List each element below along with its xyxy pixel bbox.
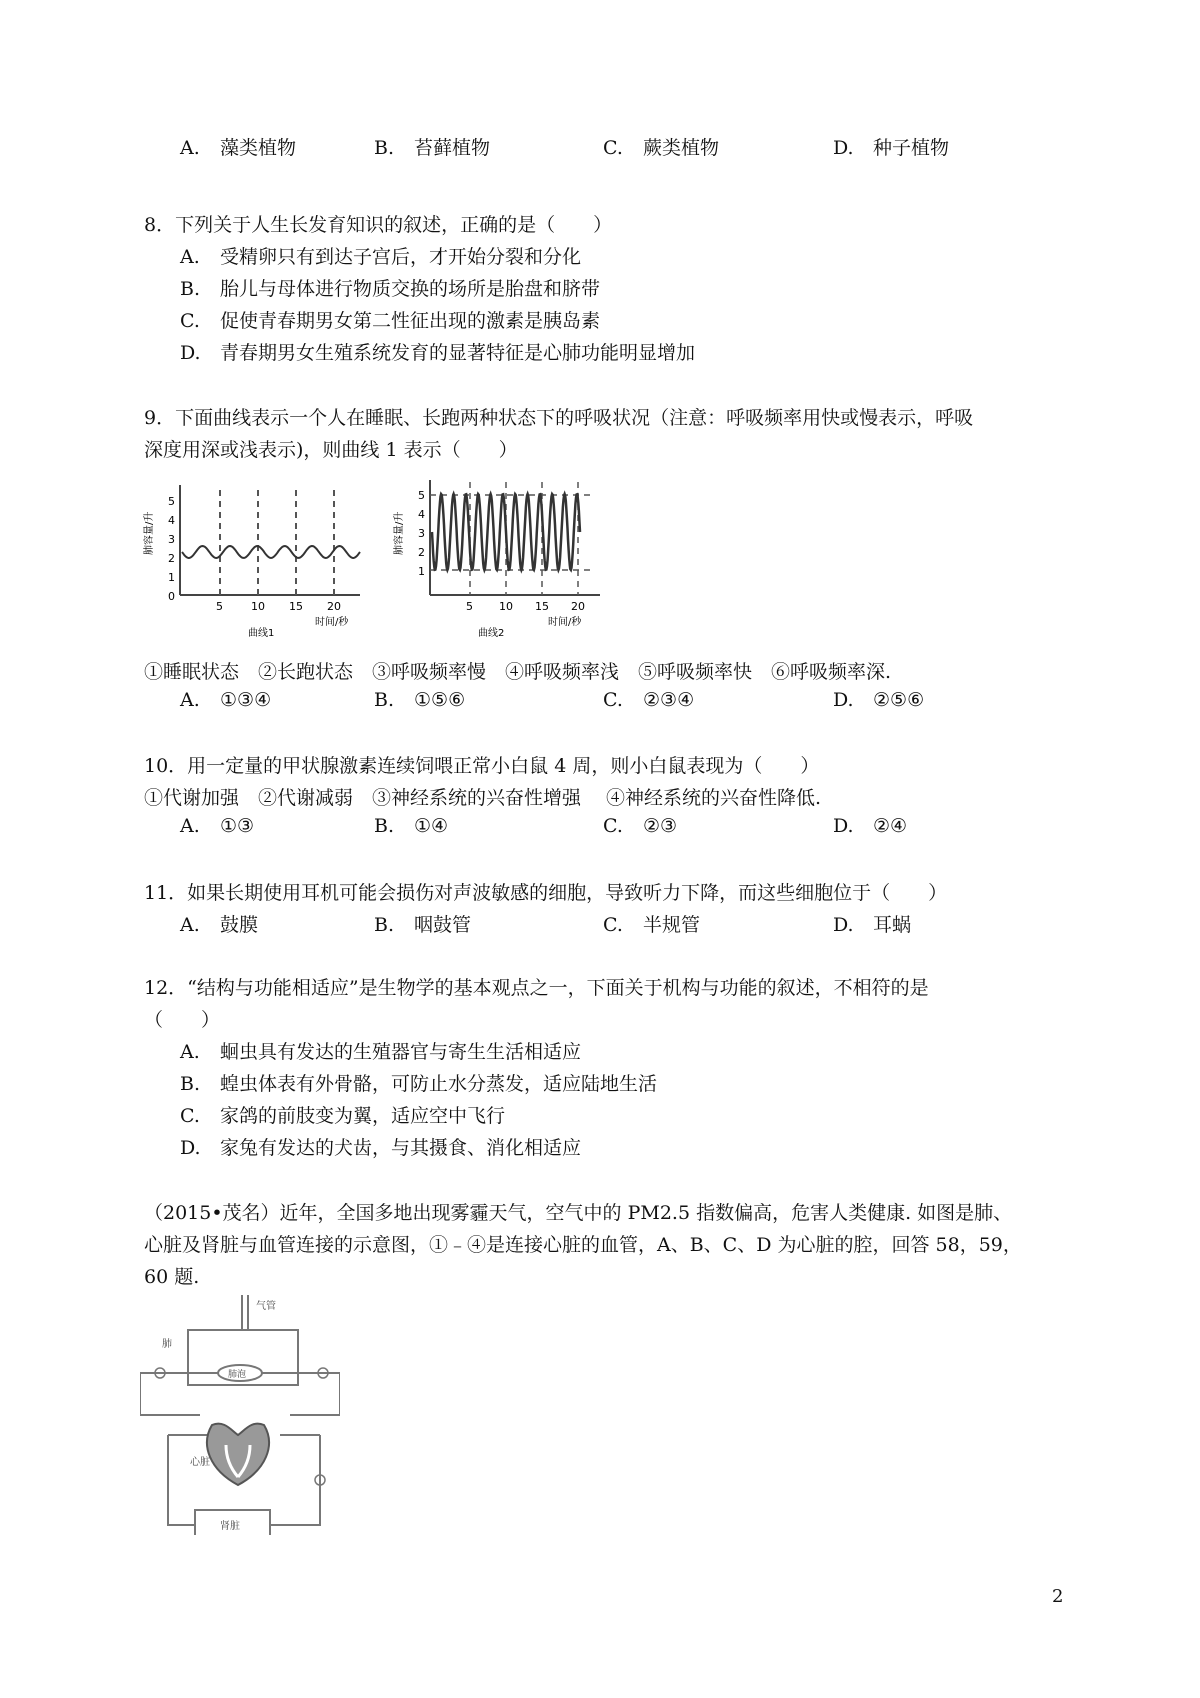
vessel-left-upper [140, 1373, 200, 1415]
chart1-xtick: 15 [289, 600, 303, 613]
q10-option-d: D. ②④ [833, 815, 908, 837]
q11-option-c: C. 半规管 [603, 914, 701, 936]
q11-stem: 11．如果长期使用耳机可能会损伤对声波敏感的细胞，导致听力下降，而这些细胞位于（ ） [144, 882, 948, 904]
chart1-xtick: 20 [327, 600, 341, 613]
q9-stem-line1: 9．下面曲线表示一个人在睡眠、长跑两种状态下的呼吸状况（注意：呼吸频率用快或慢表示，呼吸 [144, 407, 974, 429]
q9-stem-line2: 深度用深或浅表示)，则曲线 1 表示（ ） [144, 439, 518, 461]
q7-options [0, 133, 1200, 165]
alveolus-label: 肺泡 [228, 1370, 247, 1380]
q12-option-c: C. 家鸽的前肢变为翼，适应空中飞行 [180, 1105, 506, 1127]
q9-option-b: B. ①⑤⑥ [374, 689, 466, 711]
chart2-xtick: 5 [466, 600, 473, 613]
q7-option-a: A. 藻类植物 [180, 137, 297, 159]
lung-label: 肺 [162, 1339, 172, 1350]
q10-option-b: B. ①④ [374, 815, 449, 837]
chart1-xlabel: 时间/秒 [315, 617, 349, 628]
chart2-ytick: 4 [418, 508, 425, 521]
chart1-x-ticks [216, 600, 341, 613]
q12-option-b: B. 蝗虫体表有外骨骼，可防止水分蒸发，适应陆地生活 [180, 1073, 658, 1095]
q11-option-a: A. 鼓膜 [180, 914, 259, 936]
chart1-ytick: 5 [168, 495, 175, 508]
q12-option-d: D. 家兔有发达的犬齿，与其摄食、消化相适应 [180, 1137, 582, 1159]
systemic-vessel-right [270, 1435, 320, 1525]
passage-line1: （2015•茂名）近年，全国多地出现雾霾天气，空气中的 PM2.5 指数偏高，危害人类健康. 如图是肺、 [144, 1202, 1013, 1224]
q8-option-b: B. 胎儿与母体进行物质交换的场所是胎盘和脐带 [180, 278, 601, 300]
chart2-xtick: 20 [571, 600, 585, 613]
q12-stem-line1: 12．“结构与功能相适应”是生物学的基本观点之一，下面关于机构与功能的叙述，不相符的是 [144, 977, 929, 999]
q11-options [0, 910, 1200, 942]
chart1-gridlines [220, 490, 334, 595]
systemic-vessel-left [168, 1435, 195, 1525]
q9-option-a: A. ①③④ [180, 689, 272, 711]
q7-option-c: C. 蕨类植物 [603, 137, 720, 159]
chart2-xlabel: 时间/秒 [548, 617, 582, 628]
chart2-xtick: 10 [499, 600, 513, 613]
chart2-y-ticks [418, 489, 425, 578]
q8-stem: 8．下列关于人生长发育知识的叙述，正确的是（ ） [144, 214, 613, 236]
kidney-label: 肾脏 [220, 1521, 240, 1532]
q8-option-d: D. 青春期男女生殖系统发育的显著特征是心肺功能明显增加 [180, 342, 696, 364]
chart1-ylabel: 肺容量/升 [144, 511, 155, 555]
q10-option-a: A. ①③ [180, 815, 255, 837]
chart1-xtick: 10 [251, 600, 265, 613]
chart2-caption: 曲线2 [478, 628, 505, 639]
q10-choices: ①代谢加强 ②代谢减弱 ③神经系统的兴奋性增强 ④神经系统的兴奋性降低. [144, 787, 822, 809]
q12-option-a: A. 蛔虫具有发达的生殖器官与寄生生活相适应 [180, 1041, 582, 1063]
q7-option-b: B. 苔藓植物 [374, 137, 491, 159]
passage-line2: 心脏及肾脏与血管连接的示意图，①﹣④是连接心脏的血管，A、B、C、D 为心脏的腔，回答 58，59， [144, 1234, 1022, 1256]
page-number: 2 [1052, 1586, 1064, 1607]
q11-option-d: D. 耳蜗 [833, 914, 912, 936]
chart2-xtick: 15 [535, 600, 549, 613]
q12-stem-line2: （ ） [144, 1009, 221, 1031]
chart1-ytick: 3 [168, 533, 175, 546]
chart2-ytick: 3 [418, 527, 425, 540]
chart1-y-ticks [168, 495, 175, 603]
chart2-ytick: 5 [418, 489, 425, 502]
chart1-ytick: 2 [168, 552, 175, 565]
q10-stem: 10．用一定量的甲状腺激素连续饲喂正常小白鼠 4 周，则小白鼠表现为（ ） [144, 755, 820, 777]
chart1-xtick: 5 [216, 600, 223, 613]
q9-option-d: D. ②⑤⑥ [833, 689, 925, 711]
q9-choices: ①睡眠状态 ②长跑状态 ③呼吸频率慢 ④呼吸频率浅 ⑤呼吸频率快 ⑥呼吸频率深. [144, 661, 892, 683]
chart2-x-ticks [466, 600, 585, 613]
chart2-ytick: 2 [418, 546, 425, 559]
q10-options [0, 815, 1200, 847]
q9-chart-1 [140, 470, 370, 640]
q8-option-a: A. 受精卵只有到达子宫后，才开始分裂和分化 [180, 246, 582, 268]
q8-option-c: C. 促使青春期男女第二性征出现的激素是胰岛素 [180, 310, 601, 332]
chart1-ytick: 4 [168, 514, 175, 527]
q11-option-b: B. 咽鼓管 [374, 914, 472, 936]
q9-chart-2 [390, 470, 620, 640]
heart-label: 心脏 [190, 1457, 210, 1468]
chart1-caption: 曲线1 [248, 628, 275, 639]
q9-options [0, 689, 1200, 721]
chart2-ytick: 1 [418, 565, 425, 578]
chart1-ytick: 0 [168, 590, 175, 603]
passage-line3: 60 题. [144, 1266, 200, 1288]
chart2-ylabel: 肺容量/升 [394, 511, 405, 555]
q9-option-c: C. ②③④ [603, 689, 695, 711]
circulation-diagram [140, 1295, 340, 1535]
trachea-label: 气管 [256, 1301, 276, 1312]
q10-option-c: C. ②③ [603, 815, 678, 837]
q7-option-d: D. 种子植物 [833, 137, 950, 159]
chart1-ytick: 1 [168, 571, 175, 584]
